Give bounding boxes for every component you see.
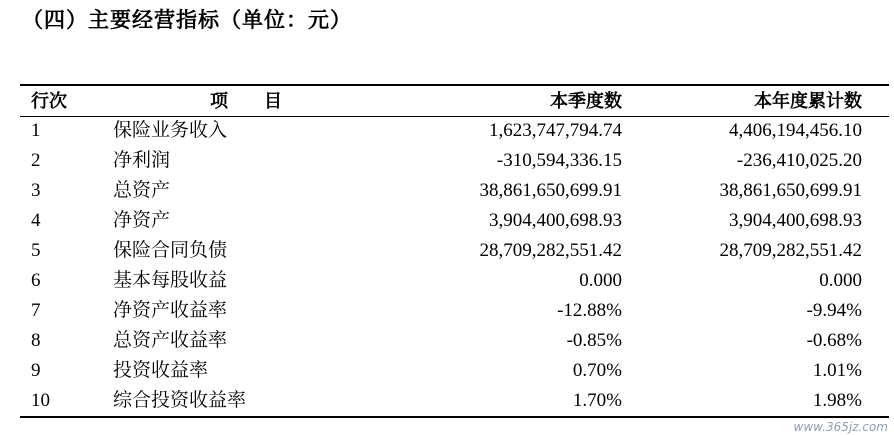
row-number: 1: [31, 120, 41, 141]
row-quarter-value: -310,594,336.15: [496, 150, 622, 171]
row-quarter-value: 3,904,400,698.93: [489, 210, 622, 231]
row-number: 5: [31, 240, 41, 261]
row-item: 总资产收益率: [113, 330, 228, 351]
row-quarter-value: -12.88%: [557, 300, 622, 321]
table-row: [20, 237, 889, 265]
row-item: 投资收益率: [113, 360, 209, 381]
row-number: 6: [31, 270, 41, 291]
row-number: 9: [31, 360, 41, 381]
row-year-value: 38,861,650,699.91: [719, 180, 862, 201]
row-number: 3: [31, 180, 41, 201]
row-number: 2: [31, 150, 41, 171]
row-year-value: -9.94%: [806, 300, 862, 321]
watermark: www.365jz.com: [793, 420, 888, 434]
row-number: 10: [31, 390, 50, 411]
table-row: [20, 207, 889, 235]
header-item: 项 目: [210, 91, 282, 111]
table-row: [20, 297, 889, 325]
row-number: 7: [31, 300, 41, 321]
row-number: 4: [31, 210, 41, 231]
row-year-value: 1.01%: [812, 360, 862, 381]
row-item: 综合投资收益率: [113, 390, 247, 411]
table-top-rule: [20, 84, 889, 86]
table-row: [20, 177, 889, 205]
row-quarter-value: 1,623,747,794.74: [489, 120, 622, 141]
row-item: 净利润: [113, 150, 171, 171]
table-row: [20, 147, 889, 175]
row-item: 净资产: [113, 210, 171, 231]
row-item: 保险合同负债: [113, 240, 228, 261]
table-bottom-rule: [20, 416, 889, 418]
table-row: [20, 117, 889, 145]
row-quarter-value: 0.70%: [572, 360, 622, 381]
row-quarter-value: 1.70%: [572, 390, 622, 411]
row-number: 8: [31, 330, 41, 351]
table-header-row: [20, 87, 889, 115]
row-year-value: 1.98%: [812, 390, 862, 411]
row-item: 总资产: [113, 180, 171, 201]
row-item: 净资产收益率: [113, 300, 228, 321]
row-year-value: 28,709,282,551.42: [719, 240, 862, 261]
header-row-number: 行次: [31, 91, 67, 111]
row-item: 基本每股收益: [113, 270, 228, 291]
table-row: [20, 357, 889, 385]
row-quarter-value: 0.000: [579, 270, 622, 291]
table-row: [20, 267, 889, 295]
row-year-value: -0.68%: [806, 330, 862, 351]
row-quarter-value: 38,861,650,699.91: [479, 180, 622, 201]
row-quarter-value: 28,709,282,551.42: [479, 240, 622, 261]
section-title: （四）主要经营指标（单位：元）: [22, 8, 352, 32]
table-row: [20, 327, 889, 355]
row-year-value: 4,406,194,456.10: [729, 120, 862, 141]
header-current-quarter: 本季度数: [550, 91, 622, 111]
row-year-value: 0.000: [819, 270, 862, 291]
row-year-value: 3,904,400,698.93: [729, 210, 862, 231]
row-quarter-value: -0.85%: [566, 330, 622, 351]
header-year-to-date: 本年度累计数: [754, 91, 862, 111]
table-row: [20, 387, 889, 415]
row-item: 保险业务收入: [113, 120, 228, 141]
row-year-value: -236,410,025.20: [736, 150, 862, 171]
